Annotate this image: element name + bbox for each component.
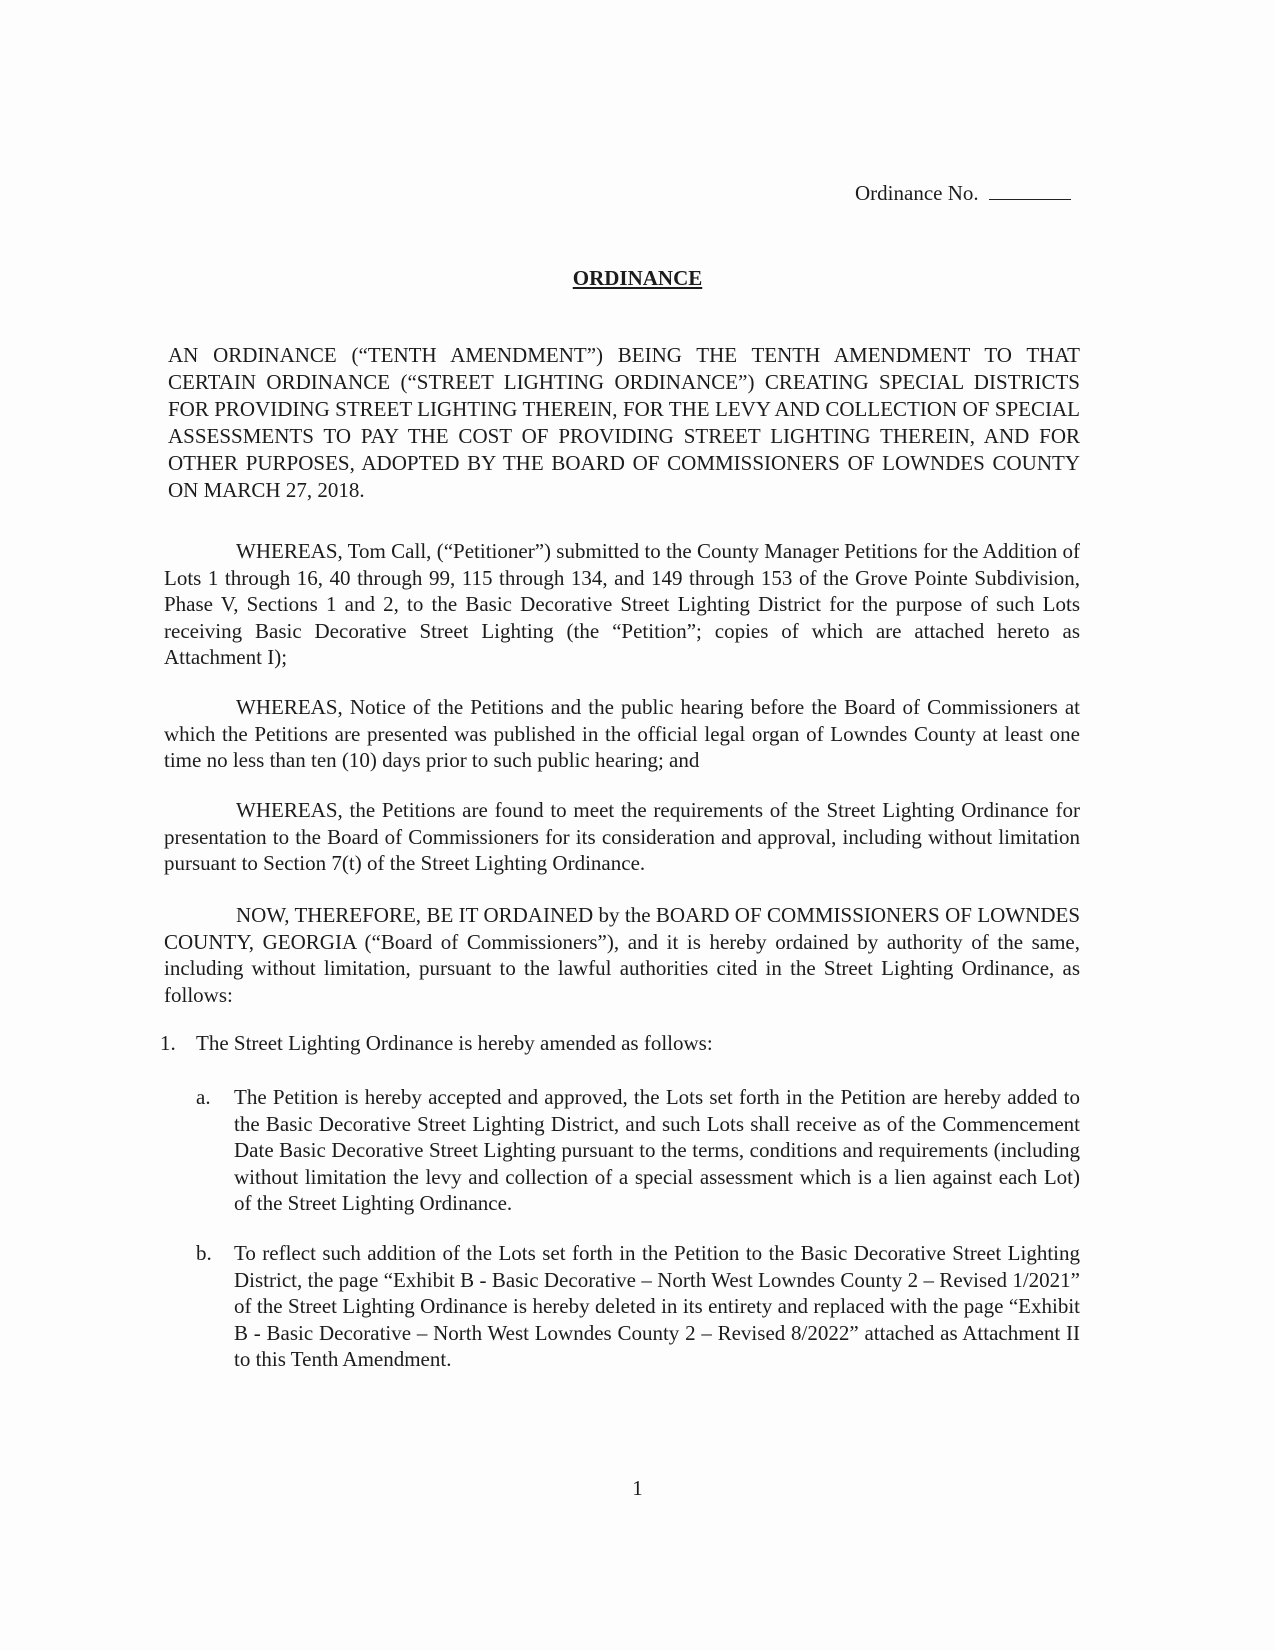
sub-item-b — [196, 1240, 1080, 1373]
ordinance-number — [855, 181, 1071, 206]
whereas-petition-paragraph: WHEREAS, Tom Call, (“Petitioner”) submitted to the County Manager Petitions for the Addition of Lots 1 through 16, 40 through 99, 115 through 134, and 149 through 153 of the Grove Pointe Subdivision, Phase V, Sections 1 and 2, to the Basic Decorative Street Lighting District for the purpose of such Lots receiving Basic Decorative Street Lighting (the “Petition”; copies of which are attached hereto as Attachment I); — [164, 539, 1080, 669]
ordinance-number-label: Ordinance No. — [855, 181, 979, 205]
list-item-number: 1. — [160, 1031, 176, 1055]
sub-item-text: The Petition is hereby accepted and approved, the Lots set forth in the Petition are hereby added to the Basic Decorative Street Lighting District, and such Lots shall receive as of the Commencement Date Basic Decorative Street Lighting pursuant to the terms, conditions and requirements (including without limitation the levy and collection of a special assessment which is a lien against each Lot) of the Street Lighting Ordinance. — [234, 1085, 1080, 1215]
document-title: ORDINANCE — [572, 266, 703, 290]
sub-item-text: To reflect such addition of the Lots set forth in the Petition to the Basic Decorative Street Lighting District, the page “Exhibit B - Basic Decorative – North West Lowndes County 2 – Revised 1/2021” of the Street Lighting Ordinance is hereby deleted in its entirety and replaced with the page “Exhibit B - Basic Decorative – North West Lowndes County 2 – Revised 8/2022” attached as Attachment II to this Tenth Amendment. — [234, 1241, 1080, 1371]
now-therefore-paragraph: NOW, THEREFORE, BE IT ORDAINED by the BOARD OF COMMISSIONERS OF LOWNDES COUNTY, GEORGIA (“Board of Commissioners”), and it is hereby ordained by authority of the same, including without limitation, pursuant to the lawful authorities cited in the Street Lighting Ordinance, as follows: — [164, 903, 1080, 1007]
whereas-requirements-paragraph: WHEREAS, the Petitions are found to meet the requirements of the Street Lighting Ordinance for presentation to the Board of Commissioners for its consideration and approval, including without limitation pursuant to Section 7(t) of the Street Lighting Ordinance. — [164, 798, 1080, 875]
sub-item-a — [196, 1084, 1080, 1217]
page-number: 1 — [632, 1476, 643, 1500]
preamble: AN ORDINANCE (“TENTH AMENDMENT”) BEING THE TENTH AMENDMENT TO THAT CERTAIN ORDINANCE (“STREET LIGHTING ORDINANCE”) CREATING SPECIAL DISTRICTS FOR PROVIDING STREET LIGHTING THEREIN, FOR THE LEVY AND COLLECTION OF SPECIAL ASSESSMENTS TO PAY THE COST OF PROVIDING STREET LIGHTING THEREIN, AND FOR OTHER PURPOSES, ADOPTED BY THE BOARD OF COMMISSIONERS OF LOWNDES COUNTY ON MARCH 27, 2018. — [168, 343, 1080, 502]
list-item-1 — [160, 1030, 1080, 1057]
list-item-text: The Street Lighting Ordinance is hereby amended as follows: — [196, 1031, 713, 1055]
sub-item-letter: b. — [196, 1241, 212, 1265]
whereas-notice-paragraph: WHEREAS, Notice of the Petitions and the public hearing before the Board of Commissioners at which the Petitions are presented was published in the official legal organ of Lowndes County at least one time no less than ten (10) days prior to such public hearing; and — [164, 695, 1080, 772]
ordinance-number-blank — [989, 183, 1071, 200]
sub-item-letter: a. — [196, 1085, 211, 1109]
